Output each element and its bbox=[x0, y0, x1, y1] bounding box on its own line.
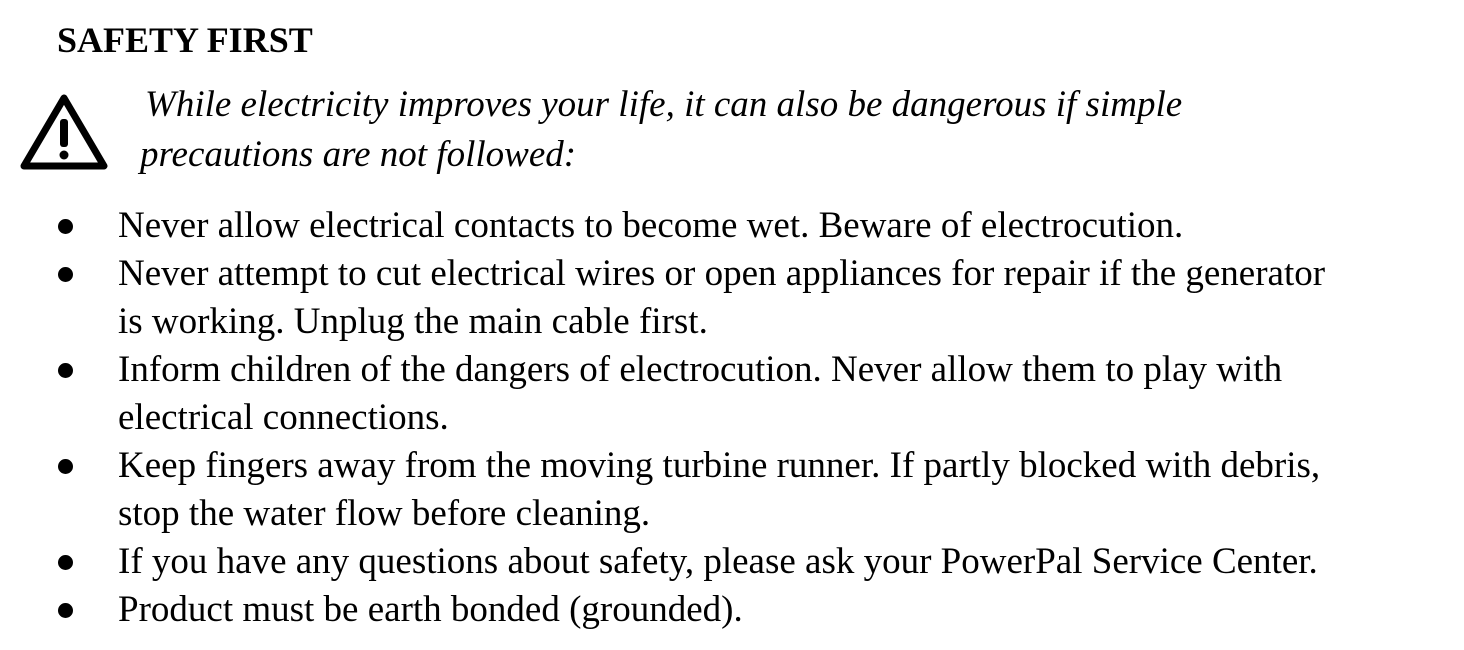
warning-intro-line: While electricity improves your life, it can also be dangerous if simple bbox=[145, 84, 1183, 125]
safety-list-item bbox=[0, 202, 1438, 250]
safety-item-text: Inform children of the dangers of electrocution. Never allow them to play with bbox=[118, 349, 1283, 390]
safety-item-text: Never allow electrical contacts to become wet. Beware of electrocution. bbox=[118, 205, 1184, 246]
safety-item-text: electrical connections. bbox=[118, 397, 449, 438]
bullet-icon bbox=[58, 459, 73, 474]
safety-list-item bbox=[0, 442, 1438, 538]
bullet-icon bbox=[58, 555, 73, 570]
safety-item-text: Keep fingers away from the moving turbine runner. If partly blocked with debris, bbox=[118, 445, 1321, 486]
safety-list-item bbox=[0, 586, 1438, 634]
bullet-icon bbox=[58, 363, 73, 378]
safety-item-text: Never attempt to cut electrical wires or open appliances for repair if the generator bbox=[118, 253, 1326, 294]
bullet-icon bbox=[58, 219, 73, 234]
section-heading: SAFETY FIRST bbox=[57, 20, 313, 60]
safety-item-text: is working. Unplug the main cable first. bbox=[118, 301, 708, 342]
safety-list bbox=[0, 202, 1464, 634]
safety-item-text: stop the water flow before cleaning. bbox=[118, 493, 651, 534]
safety-list-item bbox=[0, 250, 1438, 346]
safety-list-item bbox=[0, 346, 1438, 442]
safety-item-text: Product must be earth bonded (grounded). bbox=[118, 589, 743, 630]
safety-list-item bbox=[0, 538, 1438, 586]
bullet-icon bbox=[58, 603, 73, 618]
bullet-icon bbox=[58, 267, 73, 282]
warning-triangle-icon bbox=[20, 92, 108, 172]
warning-intro bbox=[140, 80, 1440, 180]
warning-intro-line: precautions are not followed: bbox=[140, 134, 577, 175]
safety-item-text: If you have any questions about safety, please ask your PowerPal Service Center. bbox=[118, 541, 1318, 582]
